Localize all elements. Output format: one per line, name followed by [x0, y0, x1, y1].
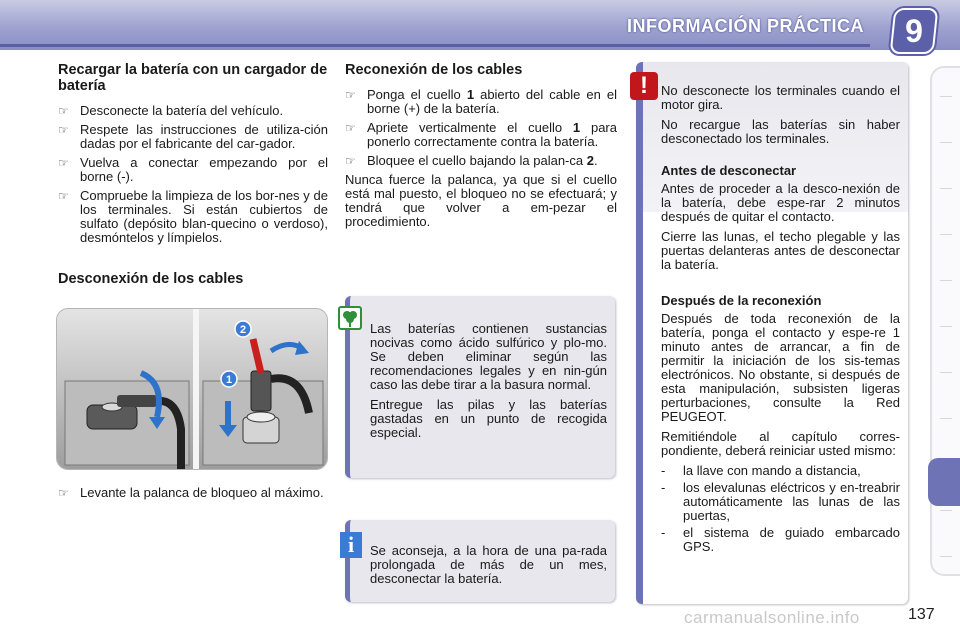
lever-instruction	[58, 486, 328, 505]
left-column	[58, 62, 328, 297]
list-item: ☞ Levante la palanca de bloqueo al máximo.	[58, 485, 324, 500]
list-item: - los elevalunas eléctricos y en-treabrir automáticamente las lunas de las puertas,	[661, 480, 900, 523]
list-item: ☞ Ponga el cuello 1 abierto del cable en el borne (+) de la batería.	[345, 87, 618, 116]
list-item: ☞ Compruebe la limpieza de los bor-nes y de los terminales. Si están cubiertos de sulfato (depósito blan-quecino o verdoso), desmóntelos y límpielos.	[58, 188, 328, 245]
active-chapter-tab[interactable]	[928, 458, 960, 506]
pointing-hand-icon: ☞	[58, 486, 69, 500]
tab-mark	[940, 188, 952, 189]
callout-1: 1	[225, 374, 233, 386]
pointing-hand-icon: ☞	[345, 88, 356, 102]
battery-illustration-svg	[57, 309, 328, 470]
list-item: ☞ Respete las instrucciones de utiliza-ción dadas por el fabricante del car-gador.	[58, 122, 328, 151]
tab-mark	[940, 372, 952, 373]
list-item: ☞ Desconecte la batería del vehículo.	[58, 103, 284, 118]
callout-2: 2	[239, 324, 247, 336]
environment-note-box	[345, 296, 615, 478]
tab-mark	[940, 556, 952, 557]
tip-box	[345, 520, 615, 602]
warning-text: No desconecte los terminales cuando el motor gira. No recargue las baterías sin haber desconectado los terminales. Antes de desconectar Antes de proceder a la desco-nexión de la batería, debe espe-rar 2 minutos después de quitar el contacto. Cierre las lunas, el techo plegable y las puertas delanteras antes de desconectar la batería. Después de la reconexión Después de toda reconexión de la batería, ponga el contacto y espe-re 1 minuto antes de arrancar, a fin de permitir la iniciación de los sis-temas electrónicos. No obstante, si después de esta manipulación, subsisten ligeras perturbaciones, consulte la Red PEUGEOT. Remitiéndole al capítulo corres-pondiente, deberá reiniciar usted mismo: - la llave con mando a distancia, - los elevalunas eléctricos y en-treabrir automáticamente las lunas de las puertas, - el sistema de guiado embarcado GPS.	[661, 83, 900, 554]
tab-mark	[940, 510, 952, 511]
reconnect-note: Nunca fuerce la palanca, ya que si el cuello está mal puesto, el bloqueo no se efectuará; y tendrá que volver a em-pezar el procedimiento.	[345, 172, 617, 229]
tip-text: Se aconseja, a la hora de una pa-rada prolongada de más de un mes, desconectar la batería.	[370, 543, 607, 586]
list-item: - la llave con mando a distancia,	[661, 463, 861, 478]
tab-mark	[940, 418, 952, 419]
section-title: INFORMACIÓN PRÁCTICA	[627, 16, 864, 36]
pointing-hand-icon: ☞	[58, 104, 69, 118]
pointing-hand-icon: ☞	[345, 154, 356, 168]
page-number: 137	[908, 606, 935, 623]
tree-icon	[338, 306, 362, 330]
warning-icon: !	[630, 72, 658, 100]
tab-mark	[940, 142, 952, 143]
watermark: carmanualsonline.info	[684, 608, 860, 627]
recharge-heading: Recargar la batería con un cargador de batería	[58, 62, 328, 94]
pointing-hand-icon: ☞	[58, 156, 69, 170]
tab-mark	[940, 326, 952, 327]
reconnect-heading: Reconexión de los cables	[345, 62, 523, 78]
pointing-hand-icon: ☞	[58, 189, 69, 203]
chapter-number: 9	[905, 13, 923, 49]
list-item: - el sistema de guiado embarcado GPS.	[661, 525, 900, 554]
middle-column	[345, 62, 617, 229]
list-item: ☞ Vuelva a conectar empezando por el borne (-).	[58, 155, 328, 184]
tab-mark	[940, 280, 952, 281]
environment-note: Las baterías contienen sustancias nocivas como ácido sulfúrico y plo-mo. Se deben eliminar según las recomendaciones legales y en nin-gún caso las debe tirar a la basura normal. Entregue las pilas y las baterías gastadas en un punto de recogida especial.	[370, 321, 607, 440]
battery-terminal-illustration	[56, 308, 328, 470]
info-icon: i	[340, 532, 362, 558]
list-item: ☞ Bloquee el cuello bajando la palan-ca 2.	[345, 153, 598, 168]
header-rule	[0, 44, 870, 47]
tab-mark	[940, 96, 952, 97]
tab-mark	[940, 234, 952, 235]
warning-box	[636, 62, 908, 604]
disconnect-heading: Desconexión de los cables	[58, 271, 244, 287]
pointing-hand-icon: ☞	[345, 121, 356, 135]
list-item: ☞ Apriete verticalmente el cuello 1 para ponerlo correctamente contra la batería.	[345, 120, 617, 149]
pointing-hand-icon: ☞	[58, 123, 69, 137]
